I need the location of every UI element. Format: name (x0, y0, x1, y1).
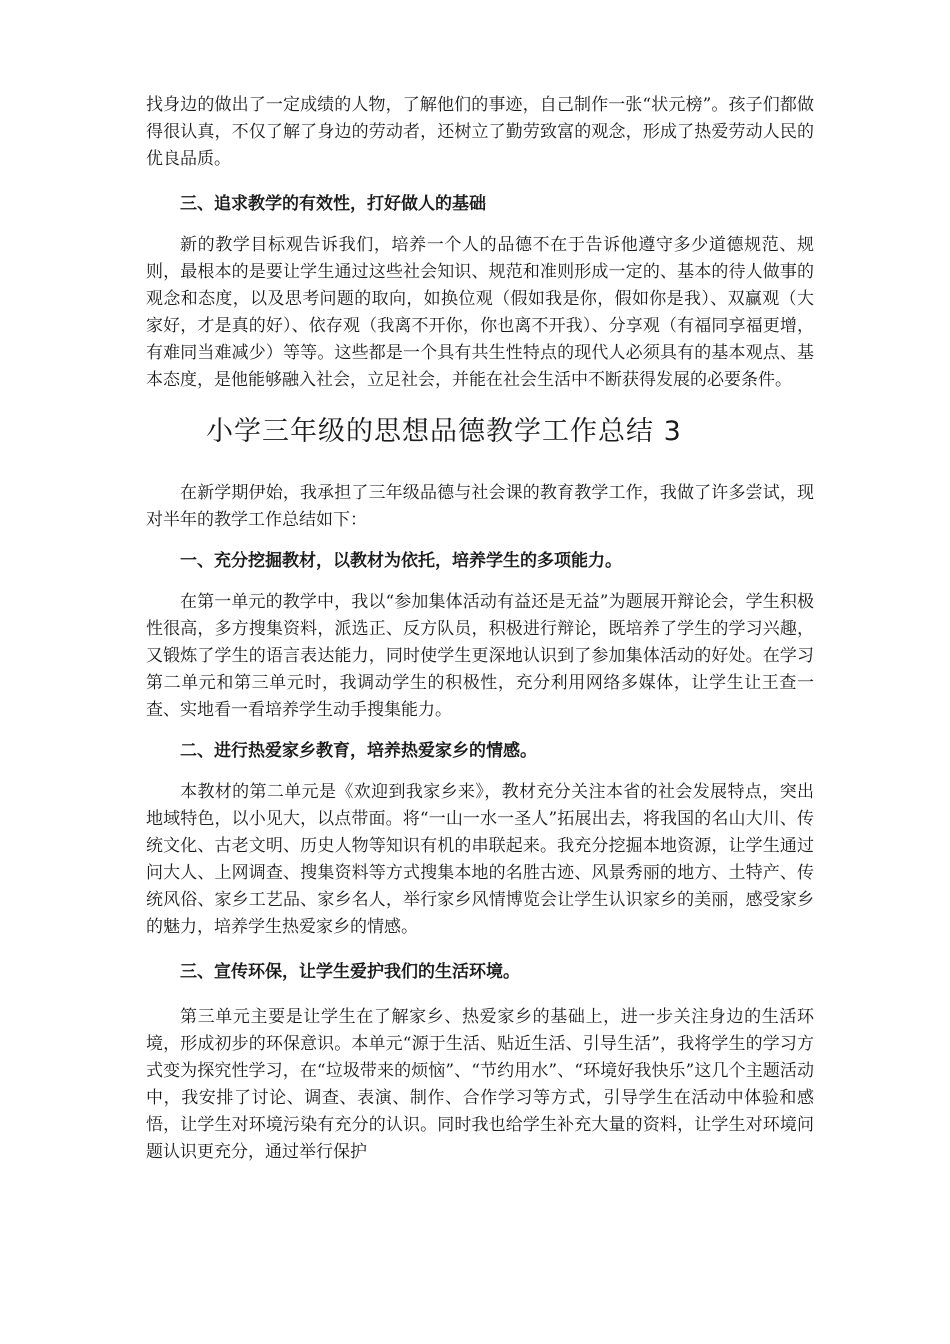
paragraph-intro: 在新学期伊始，我承担了三年级品德与社会课的教育教学工作，我做了许多尝试，现对半年的教学工作总结如下： (146, 483, 814, 530)
document-title: 小学三年级的思想品德教学工作总结 3 (206, 416, 682, 447)
paragraph-unit-one: 在第一单元的教学中，我以“参加集体活动有益还是无益”为题展开辩论会，学生积极性很高，多方搜集资料，派选正、反方队员，积极进行辩论，既培养了学生的学习兴趣，又锻炼了学生的语言表达能力，同时使学生更深地认识到了参加集体活动的好处。在学习第二单元和第三单元时，我调动学生的积极性，充分利用网络多媒体，让学生让王查一查、实地看一看培养学生动手搜集能力。 (146, 592, 814, 720)
section-heading-1: 一、充分挖掘教材，以教材为依托，培养学生的多项能力。 (180, 551, 622, 571)
section-heading-2: 二、进行热爱家乡教育，培养热爱家乡的情感。 (180, 741, 537, 761)
paragraph-unit-two: 本教材的第二单元是《欢迎到我家乡来》，教材充分关注本省的社会发展特点，突出地域特色，以小见大，以点带面。将“一山一水一圣人”拓展出去，将我国的名山大川、传统文化、古老文明、历史人物等知识有机的串联起来。我充分挖掘本地资源，让学生通过问大人、上网调查、搜集资料等方式搜集本地的名胜古迹、风景秀丽的地方、土特产、传统风俗、家乡工艺品、家乡名人，举行家乡风情博览会让学生认识家乡的美丽，感受家乡的魅力，培养学生热爱家乡的情感。 (146, 782, 814, 937)
paragraph-unit-three: 第三单元主要是让学生在了解家乡、热爱家乡的基础上，进一步关注身边的生活环境，形成初步的环保意识。本单元“源于生活、贴近生活、引导生活”，我将学生的学习方式变为探究性学习，在“垃圾带来的烦恼”、“节约用水”、“环境好我快乐”这几个主题活动中，我安排了讨论、调查、表演、制作、合作学习等方式，引导学生在活动中体验和感悟，让学生对环境污染有充分的认识。同时我也给学生补充大量的资料，让学生对环境问题认识更充分，通过举行保护 (146, 1007, 814, 1162)
paragraph-teaching-goals: 新的教学目标观告诉我们，培养一个人的品德不在于告诉他遵守多少道德规范、规则，最根本的是要让学生通过这些社会知识、规范和准则形成一定的、基本的待人做事的观念和态度，以及思考问题的取向，如换位观（假如我是你，假如你是我）、双赢观（大家好，才是真的好）、依存观（我离不开你，你也离不开我）、分享观（有福同享福更增，有难同当难减少）等等。这些都是一个具有共生性特点的现代人必须具有的基本观点、基本态度，是他能够融入社会，立足社会，并能在社会生活中不断获得发展的必要条件。 (146, 235, 814, 390)
paragraph-continued: 找身边的做出了一定成绩的人物，了解他们的事迹，自己制作一张“状元榜”。孩子们都做得很认真，不仅了解了身边的劳动者，还树立了勤劳致富的观念，形成了热爱劳动人民的优良品质。 (146, 95, 814, 169)
section-heading-3-prev: 三、追求教学的有效性，打好做人的基础 (180, 194, 486, 214)
section-heading-3: 三、宣传环保，让学生爱护我们的生活环境。 (180, 962, 520, 982)
